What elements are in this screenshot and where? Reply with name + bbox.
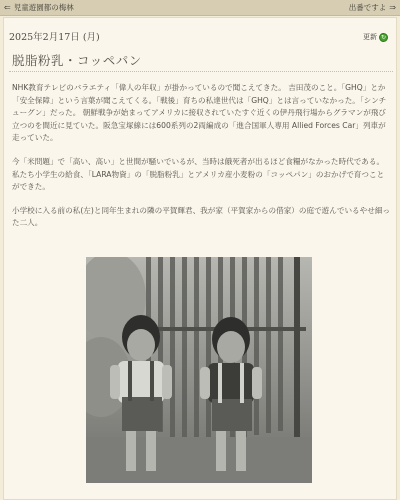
paragraph-2: 今「米問題」で「高い、高い」と世間が騒いでいるが、当時は餓死者が出るほど食糧がなかった時代である。 私たち小学生の給食、「LARA物資」の「脱脂粉乳」とアメリカ産小麦粉の「コッペパン」のおかげで育つことができた。: [12, 156, 385, 192]
childhood-photo-illustration: [86, 257, 312, 483]
post-photo[interactable]: [86, 257, 312, 483]
title-divider: [9, 71, 393, 72]
post-body: [12, 82, 390, 241]
update-label[interactable]: 更新: [363, 33, 377, 41]
post-date: 2025年2月17日 (月): [9, 32, 100, 43]
right-arrow-icon: ⇒: [389, 3, 396, 12]
post-title: 脱脂粉乳・コッペパン: [12, 53, 142, 68]
top-nav-bar: [0, 0, 400, 16]
next-post-link[interactable]: [349, 2, 396, 13]
next-label[interactable]: 出番ですよ: [348, 3, 387, 12]
prev-post-link[interactable]: [4, 2, 74, 13]
left-arrow-icon: ⇐: [4, 3, 11, 12]
paragraph-1: NHK教育テレビのバラエティ「偉人の年収」が掛かっているので聞こえてきた。 吉田茂のこと。「GHQ」とか「安全保障」という言葉が聞こえてくる。「戦後」育ちの私達世代は「GHQ」とは言っていなかった。「シンチューグン」だった。 朝鮮戦争が始まってアメリカに接収されていたすぐ近くの伊丹飛行場からグラマンが飛び立つのを間近に見ていた。阪急宝塚線には600系列の2両編成の「進合国軍人専用 Allied Forces Car」列車が走っていた。: [12, 83, 387, 143]
paragraph-3: 小学校に入る前の私(左)と同年生まれの隣の平賀輝君、我が家（平賀家からの借家）の庭で遊んでいるやせ細った二人。: [12, 205, 391, 228]
update-refresh-icon[interactable]: ↻: [380, 33, 387, 41]
update-link[interactable]: [363, 32, 388, 42]
blog-name[interactable]: 児童遊園都の梅林: [13, 3, 74, 12]
